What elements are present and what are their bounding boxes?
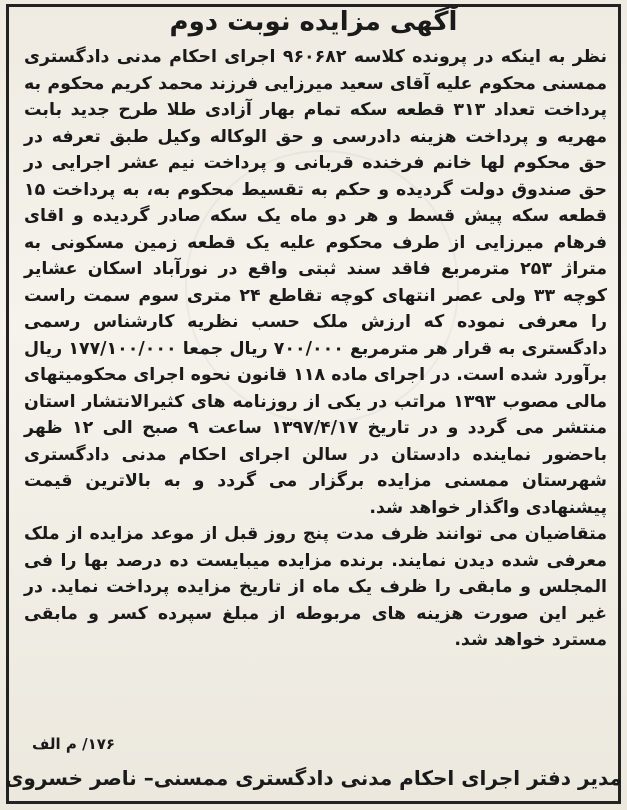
notice-code: ۱۷۶/ م الف <box>32 735 116 753</box>
notice-signature: مدیر دفتر اجرای احکام مدنی دادگستری ممسنی– ناصر خسروی <box>5 766 622 790</box>
notice-title: آگهی مزایده نوبت دوم <box>169 7 458 37</box>
notice-paragraph-2: متقاضیان می توانند ظرف مدت پنج روز قبل از موعد مزایده از ملک معرفی شده دیدن نمایند. برنده مزایده میبایست ده درصد بها را فی المجلس و مابقی را ظرف یک ماه از تاریخ مزایده پرداخت نماید. در غیر این صورت هزینه های مربوطه از مبلغ سپرده کسر و مابقی مسترد خواهد شد. <box>24 524 607 650</box>
notice-paragraph-1: نظر به اینکه در پرونده کلاسه ۹۶۰۶۸۲ اجرای احکام مدنی دادگستری ممسنی محکوم علیه آقای سعید میرزایی فرزند محمد کریم محکوم به پرداخت تعداد ۳۱۳ قطعه سکه تمام بهار آزادی طلا طرح جدید بابت مهریه و پرداخت هزینه دادرسی و حق الوکاله وکیل طبق تعرفه در حق محکوم لها خانم فرخنده قربانی و پرداخت نیم عشر اجرایی در حق صندوق دولت گردیده و حکم به تقسیط محکوم به، به پرداخت ۱۵ قطعه سکه پیش قسط و هر دو ماه یک سکه صادر گردیده و اقای فرهام میرزایی از طرف محکوم علیه یک قطعه زمین مسکونی به متراژ ۲۵۳ مترمربع فاقد سند ثبتی واقع در نورآباد اسکان عشایر کوچه ۳۳ ولی عصر انتهای کوچه تقاطع ۲۴ متری سوم سمت راست را معرفی نموده که ارزش ملک حسب نظریه کارشناس رسمی دادگستری به قرار هر مترمربع ۷۰۰/۰۰۰ ریال جمعا ۱۷۷/۱۰۰/۰۰۰ ریال برآورد شده است. در اجرای ماده ۱۱۸ قانون نحوه اجرای محکومیتهای مالی مصوب ۱۳۹۳ مراتب در یکی از روزنامه های کثیرالانتشار استان منتشر می گردد و در تاریخ ۱۳۹۷/۴/۱۷ ساعت ۹ صبح الی ۱۲ ظهر باحضور نماینده دادستان در سالن اجرای احکام مدنی دادگستری شهرستان ممسنی مزایده برگزار می گردد و به بالاترین قیمت پیشنهادی واگذار خواهد شد. <box>24 47 608 518</box>
notice-body <box>24 44 607 654</box>
